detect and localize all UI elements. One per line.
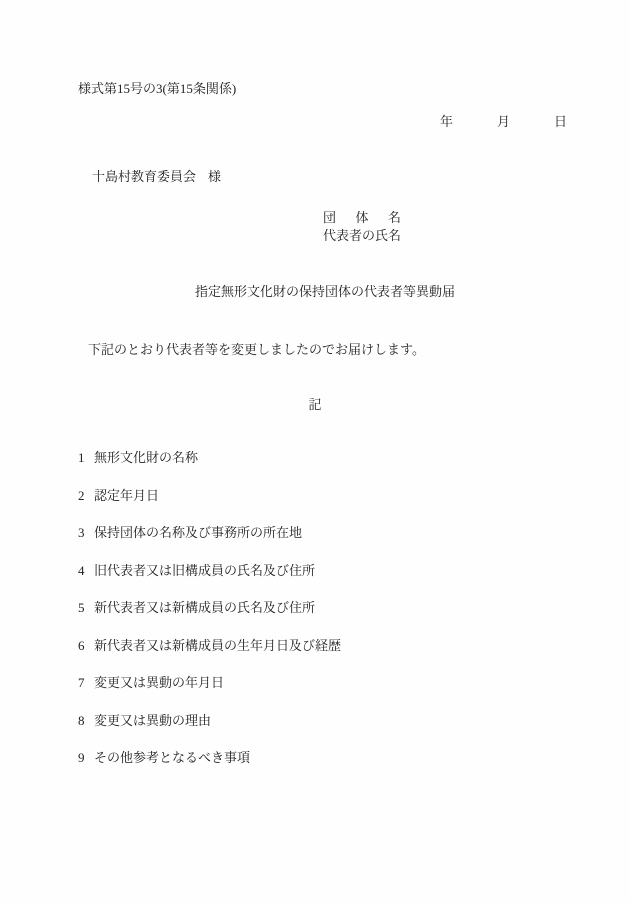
list-item-5 [78, 599, 315, 617]
item-text: 新代表者又は新構成員の氏名及び住所 [94, 600, 316, 615]
item-text: 変更又は異動の年月日 [94, 675, 225, 690]
list-item-7 [78, 674, 224, 692]
date-month-label: 月 [497, 114, 511, 129]
list-item-3 [78, 524, 302, 542]
item-text: 保持団体の名称及び事務所の所在地 [94, 525, 303, 540]
item-number: 9 [78, 750, 85, 765]
item-number: 1 [78, 450, 85, 465]
item-text: その他参考となるべき事項 [94, 750, 251, 765]
item-text: 認定年月日 [94, 488, 160, 503]
item-text: 無形文化財の名称 [94, 450, 199, 465]
addressee-honorific: 様 [208, 169, 222, 184]
item-number: 3 [78, 525, 85, 540]
list-item-2 [78, 487, 159, 505]
item-text: 旧代表者又は旧構成員の氏名及び住所 [94, 563, 316, 578]
form-number: 様式第15号の3(第15条関係) [78, 81, 237, 96]
item-number: 7 [78, 675, 85, 690]
item-number: 2 [78, 488, 85, 503]
date-year-label: 年 [440, 114, 454, 129]
ki-heading: 記 [308, 397, 322, 412]
item-number: 8 [78, 713, 85, 728]
date-day-label: 日 [554, 114, 568, 129]
item-number: 5 [78, 600, 85, 615]
addressee-name: 十島村教育委員会 [92, 169, 197, 184]
document-title: 指定無形文化財の保持団体の代表者等異動届 [194, 284, 455, 299]
item-number: 4 [78, 563, 85, 578]
list-item-9 [78, 749, 250, 767]
signer-block [323, 209, 401, 245]
list-item-8 [78, 712, 211, 730]
body-text: 下記のとおり代表者等を変更しましたのでお届けします。 [88, 342, 425, 357]
list-item-6 [78, 637, 341, 655]
item-text: 新代表者又は新構成員の生年月日及び経歴 [94, 638, 342, 653]
item-number: 6 [78, 638, 85, 653]
addressee-line [92, 168, 221, 186]
item-text: 変更又は異動の理由 [94, 713, 212, 728]
list-item-1 [78, 449, 198, 467]
representative-name-label: 代表者の氏名 [323, 228, 402, 243]
list-item-4 [78, 562, 315, 580]
group-name-label: 団体名 [323, 210, 401, 225]
date-line [440, 113, 567, 131]
